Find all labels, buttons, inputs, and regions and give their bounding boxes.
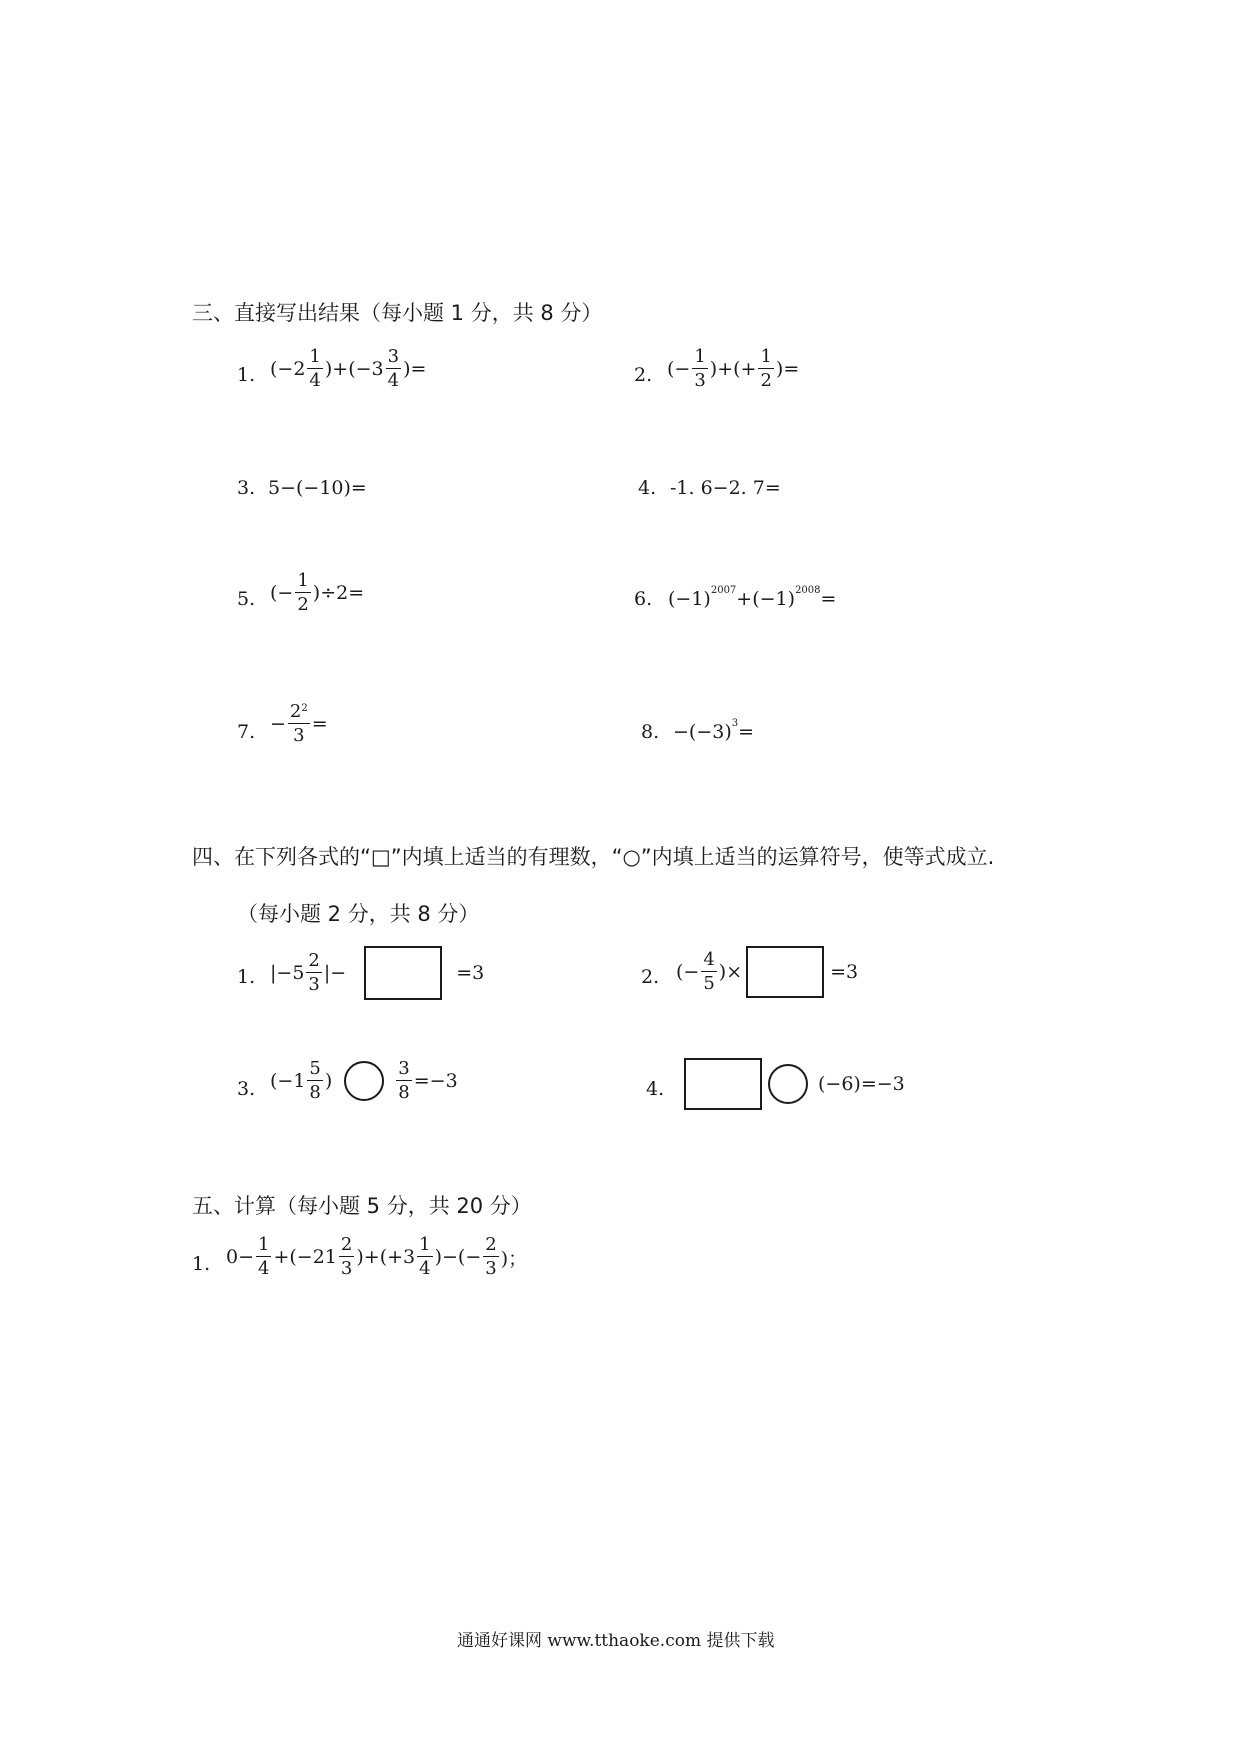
q3-7-part-b: = — [311, 713, 328, 735]
q4-3-part-c: =−3 — [413, 1070, 458, 1092]
q5-1-part-b: +(−21 — [273, 1246, 337, 1268]
section-5-title: 五、计算（每小题 5 分，共 20 分） — [192, 1194, 532, 1218]
numerator: 2 — [308, 950, 320, 971]
q3-1-fraction-1 — [307, 348, 322, 390]
q3-4-expression: -1. 6−2. 7= — [670, 477, 781, 499]
q4-1-fraction — [306, 952, 321, 994]
numerator: 4 — [703, 949, 715, 970]
q5-1-fraction-4 — [483, 1236, 498, 1278]
denominator: 4 — [309, 370, 321, 391]
q3-5-part-b: )÷2= — [312, 582, 365, 604]
denominator: 3 — [340, 1258, 353, 1279]
q3-2-expression — [667, 348, 799, 390]
denominator: 4 — [419, 1258, 431, 1279]
q3-2-part-c: )= — [775, 358, 800, 380]
numerator: 1 — [258, 1234, 270, 1255]
denominator: 2 — [760, 370, 772, 391]
numerator: 1 — [297, 570, 309, 591]
denominator: 4 — [387, 370, 400, 391]
numerator: 1 — [419, 1234, 431, 1255]
q4-1-number: 1. — [237, 966, 256, 988]
q3-7-expression — [270, 703, 328, 745]
q3-5-number: 5. — [237, 588, 256, 610]
q4-1-expression — [270, 946, 484, 1000]
q3-1-expression — [270, 348, 426, 390]
q3-6-number: 6. — [634, 588, 653, 610]
q3-8-exponent: 3 — [731, 717, 739, 729]
q4-4-operator-circle[interactable] — [768, 1064, 808, 1104]
denominator: 8 — [309, 1082, 321, 1103]
q4-3-part-a: (−1 — [270, 1070, 306, 1092]
numerator: 3 — [398, 1058, 410, 1079]
q5-1-number: 1. — [192, 1253, 211, 1275]
q4-3-expression — [270, 1060, 458, 1102]
q3-1-number: 1. — [237, 364, 256, 386]
q3-5-part-a: (− — [270, 582, 294, 604]
section-4-title: 四、在下列各式的“□”内填上适当的有理数，“○”内填上适当的运算符号，使等式成立. — [192, 845, 995, 869]
denominator: 5 — [703, 973, 715, 994]
q3-1-part-a: (−2 — [270, 358, 306, 380]
numerator — [288, 703, 310, 724]
q3-6-part-a: (−1) — [668, 588, 711, 610]
denominator: 4 — [258, 1258, 270, 1279]
q3-5-fraction — [295, 572, 310, 614]
q3-1-part-c: )= — [403, 358, 427, 380]
q5-1-part-d: )−(− — [434, 1246, 482, 1268]
q4-1-part-c: =3 — [456, 962, 485, 984]
q3-3-expression: 5−(−10)= — [268, 477, 367, 499]
q3-5-expression — [270, 572, 364, 614]
denominator: 2 — [297, 594, 309, 615]
q3-6-part-b: +(−1) — [736, 588, 796, 610]
q3-6-expression — [668, 584, 837, 610]
q3-8-expression — [673, 717, 755, 743]
q4-2-part-a: (− — [676, 961, 700, 983]
q3-7-number: 7. — [237, 721, 256, 743]
q4-3-fraction-2 — [396, 1060, 411, 1102]
q4-1-answer-box[interactable] — [364, 946, 442, 1000]
q3-3-number: 3. — [237, 477, 256, 499]
q5-1-part-e: )； — [500, 1247, 528, 1270]
footer-text: 通通好课网 www.tthaoke.com 提供下载 — [457, 1631, 775, 1651]
denominator: 3 — [293, 725, 305, 746]
numerator: 2 — [340, 1234, 353, 1255]
q4-2-answer-box[interactable] — [746, 946, 824, 998]
q3-8-number: 8. — [641, 721, 660, 743]
q3-2-number: 2. — [634, 364, 653, 386]
q4-2-fraction — [701, 951, 716, 993]
q5-1-fraction-3 — [417, 1236, 432, 1278]
q4-3-number: 3. — [237, 1078, 256, 1100]
numerator: 1 — [760, 346, 772, 367]
q3-1-part-b: )+(−3 — [324, 358, 384, 380]
q4-2-number: 2. — [641, 966, 660, 988]
section-4-subtitle: （每小题 2 分，共 8 分） — [237, 902, 480, 926]
numerator: 1 — [309, 346, 321, 367]
denominator: 3 — [308, 974, 320, 995]
denominator: 3 — [694, 370, 706, 391]
q3-8-part-a: −(−3) — [673, 721, 732, 743]
q4-4-expression — [684, 1058, 905, 1110]
q3-2-part-b: )+(+ — [709, 358, 757, 380]
numerator: 3 — [387, 346, 400, 367]
q4-1-part-b: |− — [323, 962, 347, 984]
numerator: 5 — [309, 1058, 321, 1079]
q5-1-part-a: 0− — [226, 1246, 255, 1268]
q5-1-fraction-1 — [256, 1236, 271, 1278]
q3-6-part-c: = — [820, 588, 837, 610]
numerator-base: 2 — [289, 701, 302, 722]
numerator: 2 — [485, 1234, 497, 1255]
denominator: 3 — [485, 1258, 497, 1279]
q3-8-part-b: = — [738, 721, 755, 743]
denominator: 8 — [398, 1082, 410, 1103]
q4-3-part-b: ) — [324, 1070, 333, 1092]
q3-4-number: 4. — [638, 477, 657, 499]
q5-1-expression — [226, 1236, 527, 1278]
q3-1-fraction-2 — [386, 348, 401, 390]
q4-4-answer-box[interactable] — [684, 1058, 762, 1110]
q3-2-part-a: (− — [667, 358, 691, 380]
q3-6-exponent-2: 2008 — [795, 584, 821, 596]
q5-1-fraction-2 — [339, 1236, 354, 1278]
q4-3-operator-circle[interactable] — [344, 1061, 384, 1101]
section-3-title: 三、直接写出结果（每小题 1 分，共 8 分） — [192, 301, 603, 325]
q3-2-fraction-2 — [758, 348, 773, 390]
q4-2-part-b: )× — [718, 961, 743, 983]
q4-1-part-a: |−5 — [270, 962, 305, 984]
numerator: 1 — [694, 346, 706, 367]
q4-4-part-c: (−6)=−3 — [818, 1073, 905, 1095]
q5-1-part-c: )+(+3 — [356, 1246, 416, 1268]
q4-2-expression — [676, 946, 858, 998]
numerator-exponent: 2 — [301, 703, 308, 714]
q4-2-part-c: =3 — [830, 961, 859, 983]
q4-4-number: 4. — [646, 1078, 665, 1100]
q3-7-fraction — [288, 703, 310, 745]
q4-3-fraction-1 — [307, 1060, 322, 1102]
q3-7-part-a: − — [270, 713, 286, 735]
q3-6-exponent-1: 2007 — [710, 584, 737, 596]
q3-2-fraction-1 — [692, 348, 707, 390]
